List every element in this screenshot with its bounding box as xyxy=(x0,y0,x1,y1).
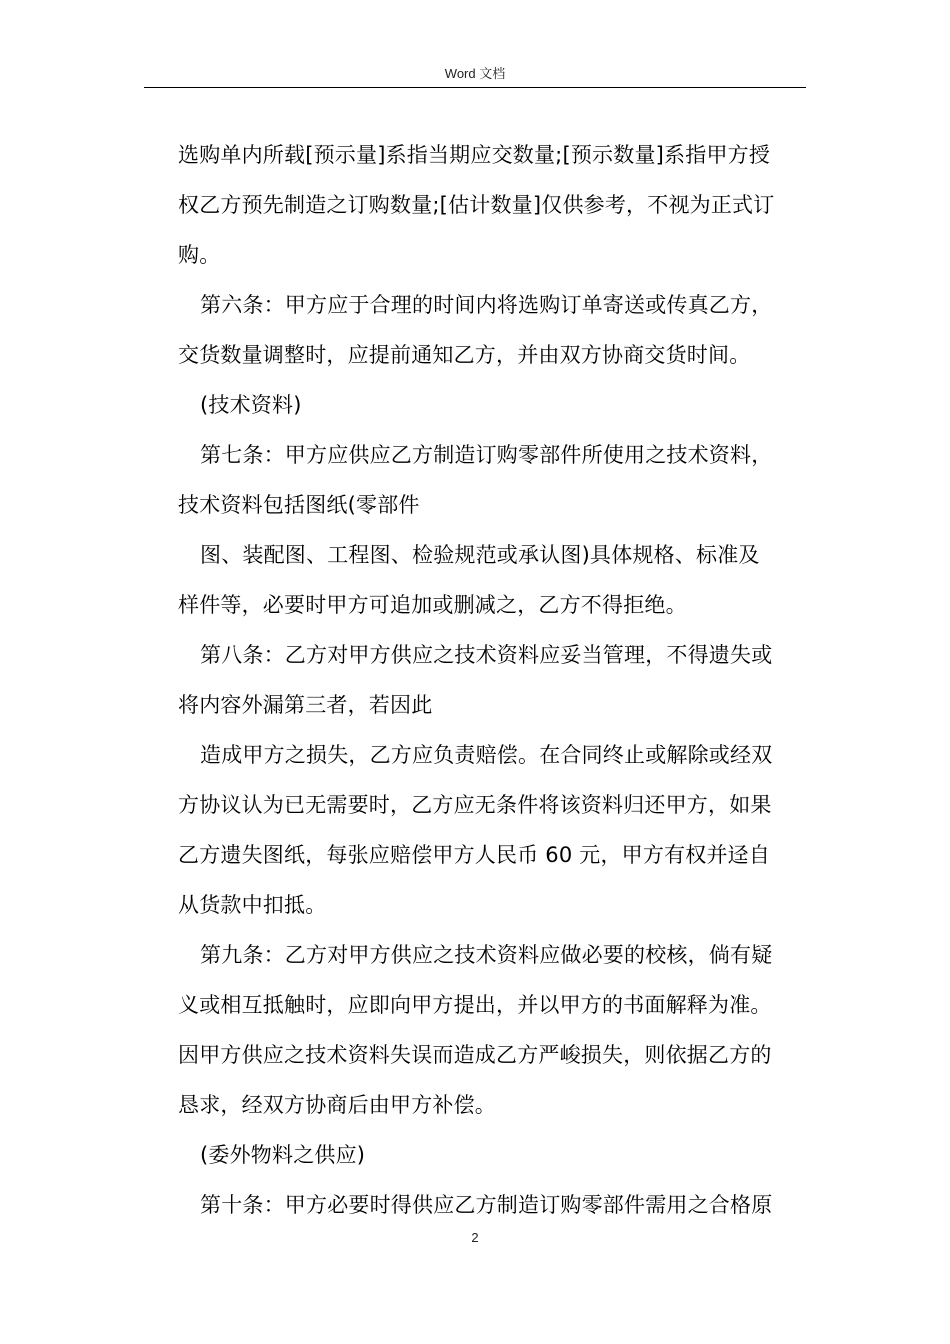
section-heading-technical-data: (技术资料) xyxy=(200,393,302,417)
article-9-line: 第九条：乙方对甲方供应之技术资料应做必要的校核，倘有疑 xyxy=(200,943,773,967)
body-line: 交货数量调整时，应提前通知乙方，并由双方协商交货时间。 xyxy=(178,343,751,367)
article-8-line: 第八条：乙方对甲方供应之技术资料应妥当管理，不得遗失或 xyxy=(200,643,773,667)
article-10-line: 第十条：甲方必要时得供应乙方制造订购零部件需用之合格原 xyxy=(200,1193,773,1217)
body-line: 从货款中扣抵。 xyxy=(178,893,327,917)
body-line: 选购单内所载[预示量]系指当期应交数量;[预示数量]系指甲方授 xyxy=(178,143,771,167)
body-line: 因甲方供应之技术资料失误而造成乙方严峻损失，则依据乙方的 xyxy=(178,1043,772,1067)
header-divider xyxy=(144,87,806,88)
article-6-line: 第六条：甲方应于合理的时间内将选购订单寄送或传真乙方， xyxy=(200,293,773,317)
page-header: Word 文档 xyxy=(444,66,506,81)
body-line: 将内容外漏第三者，若因此 xyxy=(178,693,433,717)
page-number: 2 xyxy=(471,1230,479,1245)
body-line: 乙方遗失图纸，每张应赔偿甲方人民币 60 元，甲方有权并迳自 xyxy=(178,843,771,867)
body-line: 技术资料包括图纸(零部件 xyxy=(178,493,420,517)
body-line: 购。 xyxy=(178,243,221,267)
body-line: 造成甲方之损失，乙方应负责赔偿。在合同终止或解除或经双 xyxy=(200,743,773,767)
body-line: 样件等，必要时甲方可追加或删减之，乙方不得拒绝。 xyxy=(178,593,687,617)
article-7-line: 第七条：甲方应供应乙方制造订购零部件所使用之技术资料， xyxy=(200,443,773,467)
body-line: 义或相互抵触时，应即向甲方提出，并以甲方的书面解释为准。 xyxy=(178,993,772,1017)
body-line: 图、装配图、工程图、检验规范或承认图)具体规格、标准及 xyxy=(200,543,760,567)
body-line: 方协议认为已无需要时，乙方应无条件将该资料归还甲方，如果 xyxy=(178,793,772,817)
section-heading-outsourced-materials: (委外物料之供应) xyxy=(200,1143,366,1167)
document-body xyxy=(178,130,808,1230)
body-line: 恳求，经双方协商后由甲方补偿。 xyxy=(178,1093,496,1117)
body-line: 权乙方预先制造之订购数量;[估计数量]仅供参考，不视为正式订 xyxy=(178,193,775,217)
